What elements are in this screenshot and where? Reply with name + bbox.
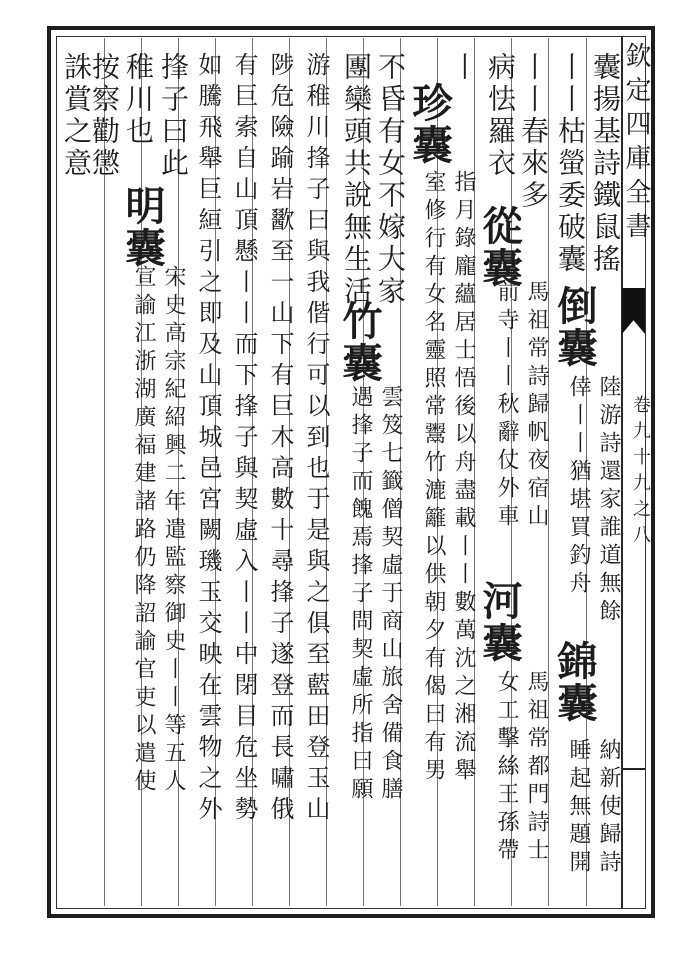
book-title: 欽定四庫全書 [621, 42, 651, 246]
entry-heading: 河囊 [476, 580, 523, 664]
text-column: 團欒頭共說無生活 [340, 52, 373, 308]
text-column: 囊揚基詩鐵鼠搖 [589, 52, 622, 276]
annotation: 睡起無題開 [566, 738, 591, 878]
text-column: 丨丨枯螢委破囊 [554, 52, 587, 276]
entry-heading: 明囊 [119, 185, 166, 269]
annotation: 宣諭江浙湖廣福建諸路仍降詔諭官吏以遣使 [131, 265, 156, 797]
entry-heading: 錦囊 [551, 640, 598, 724]
text-column: 不昏有女不嫁大家 [374, 52, 407, 308]
annotation: 倖丨丨猶堪買釣舟 [566, 375, 591, 599]
text-column: 有巨索自山頂懸丨丨而下捀子與契虛入丨丨中閉目危坐勢 [230, 52, 258, 827]
text-column: 陟危險踰岩歠至一山下有巨木高數十尋捀子遂登而長嘯俄 [266, 52, 294, 827]
annotation: 遇捀子而餽焉捀子問契虛所指曰願 [348, 385, 373, 805]
annotation: 前寺丨丨秋辭仗外車 [494, 280, 519, 532]
text-column: 按察勸懲 [88, 52, 121, 180]
annotation: 馬祖常詩歸帆夜宿山 [524, 280, 549, 532]
text-column: 丨丨春來多 [517, 52, 550, 212]
annotation: 室修行有女名靈照常鬻竹漉籬以供朝夕有偈曰有男 [421, 170, 446, 786]
annotation: 納新使歸詩 [596, 738, 621, 878]
annotation: 指月錄龐蘊居士悟後以舟盡載丨丨數萬沈之湘流舉 [451, 170, 476, 786]
text-column: 病怯羅衣 [484, 52, 517, 180]
annotation: 宋史高宗紀紹興二年遣監察御史丨丨等五人 [161, 265, 186, 797]
annotation: 陸游詩還家誰道無餘 [596, 375, 621, 627]
text-column: 捀子曰此 [157, 52, 190, 180]
annotation: 女工擊絲王孫帶 [494, 670, 519, 866]
entry-heading: 珍囊 [406, 82, 453, 166]
text-column: 如騰飛舉巨絙引之即及山頂城邑宮闕璣玉交映在雲物之外 [194, 52, 222, 827]
entry-heading: 從囊 [476, 205, 523, 289]
text-column: 稚川也 [122, 52, 155, 148]
volume-label: 卷九十九之八 [630, 395, 651, 551]
text-column: 丨 [447, 52, 480, 84]
annotation: 馬祖常都門詩士 [524, 670, 549, 866]
text-column: 游稚川捀子曰與我偕行可以到也于是與之俱至藍田登玉山 [302, 52, 330, 827]
entry-heading: 竹囊 [336, 300, 383, 384]
text-column: 誅賞之意 [60, 52, 93, 180]
annotation: 雲笈七籤僧契虛于商山旅舍備食膳 [378, 385, 403, 805]
entry-heading: 倒囊 [551, 285, 598, 369]
